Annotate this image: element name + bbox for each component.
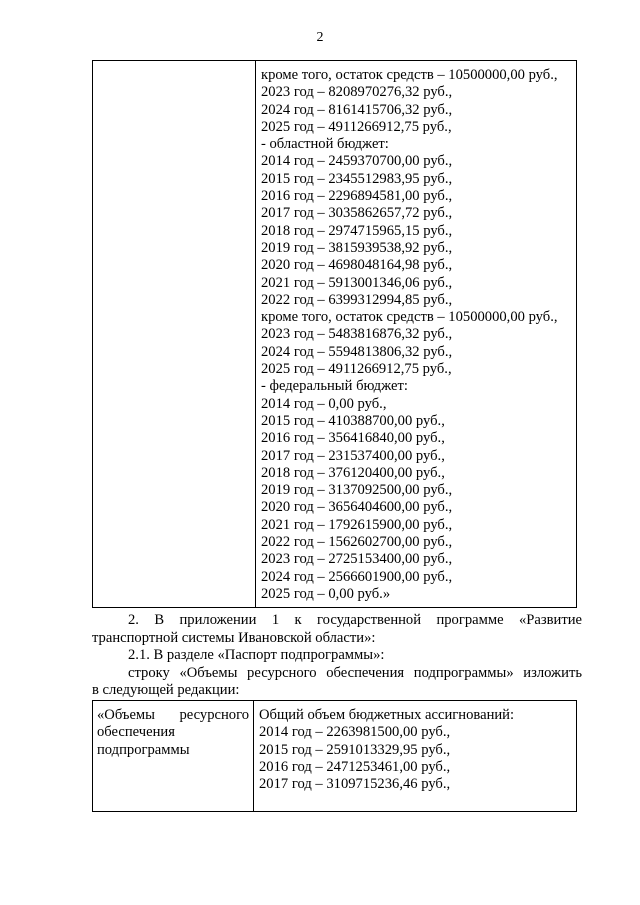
text-line: 2015 год – 2591013329,95 руб., (259, 741, 451, 758)
text-line: 2014 год – 0,00 руб., (261, 395, 387, 412)
text-line: - федеральный бюджет: (261, 378, 408, 395)
text-line: 2014 год – 2459370700,00 руб., (261, 153, 453, 170)
text-line: 2025 год – 0,00 руб.» (261, 585, 391, 602)
text-line: 2024 год – 5594813806,32 руб., (261, 343, 453, 360)
text-line: 2019 год – 3137092500,00 руб., (261, 482, 453, 499)
label-line-3: подпрограммы (97, 741, 190, 758)
text-line: 2024 год – 2566601900,00 руб., (261, 568, 453, 585)
text-line: 2015 год – 2345512983,95 руб., (261, 170, 453, 187)
resource-provision-label-cell (97, 707, 249, 759)
text-line: 2021 год – 5913001346,06 руб., (261, 274, 453, 291)
text-line: кроме того, остаток средств – 10500000,00 руб., (261, 309, 558, 326)
text-line: 2023 год – 2725153400,00 руб., (261, 551, 453, 568)
text-line: 2015 год – 410388700,00 руб., (261, 412, 445, 429)
text-line: кроме того, остаток средств – 10500000,00 руб., (261, 67, 558, 83)
paragraph-2-1: 2.1. В разделе «Паспорт подпрограммы»: (128, 647, 385, 663)
text-line: Общий объем бюджетных ассигнований: (259, 707, 515, 723)
budget-allocations-cell (259, 707, 572, 793)
text-line: 2018 год – 376120400,00 руб., (261, 464, 445, 481)
label-line-2: обеспечения (97, 724, 175, 741)
funding-table-continuation (92, 60, 577, 608)
paragraph-3-line-2: в следующей редакции: (92, 682, 240, 698)
paragraph-3-line-1: строку «Объемы ресурсного обеспечения подпрограммы» изложить (128, 664, 582, 681)
paragraph-2-line-2: транспортной системы Ивановской области»: (92, 629, 376, 646)
paragraph-2-line-1: 2. В приложении 1 к государственной программе «Развитие (128, 612, 582, 628)
text-line: 2020 год – 3656404600,00 руб., (261, 499, 453, 516)
text-line: 2025 год – 4911266912,75 руб., (261, 361, 452, 378)
page-number: 2 (316, 30, 324, 45)
text-line: 2017 год – 231537400,00 руб., (261, 447, 445, 464)
text-line: 2023 год – 5483816876,32 руб., (261, 326, 453, 343)
text-line: 2018 год – 2974715965,15 руб., (261, 222, 453, 239)
text-line: 2020 год – 4698048164,98 руб., (261, 257, 453, 274)
text-line: 2016 год – 2296894581,00 руб., (261, 188, 453, 205)
text-line: 2016 год – 2471253461,00 руб., (259, 758, 451, 775)
funding-details-cell (261, 67, 572, 603)
text-line: 2014 год – 2263981500,00 руб., (259, 724, 451, 741)
text-line: 2017 год – 3109715236,46 руб., (259, 776, 451, 793)
text-line: 2024 год – 8161415706,32 руб., (261, 101, 453, 118)
text-line: 2022 год – 1562602700,00 руб., (261, 534, 453, 551)
text-line: 2019 год – 3815939538,92 руб., (261, 239, 453, 256)
text-line: 2023 год – 8208970276,32 руб., (261, 84, 453, 101)
text-line: - областной бюджет: (261, 136, 389, 153)
text-line: 2022 год – 6399312994,85 руб., (261, 291, 453, 308)
text-line: 2016 год – 356416840,00 руб., (261, 430, 445, 447)
text-line: 2017 год – 3035862657,72 руб., (261, 205, 453, 222)
resource-provision-table (92, 700, 577, 812)
column-divider (255, 61, 256, 607)
column-divider (253, 701, 254, 811)
text-line: 2021 год – 1792615900,00 руб., (261, 516, 453, 533)
text-line: 2025 год – 4911266912,75 руб., (261, 118, 452, 135)
label-line-1: «Объемы ресурсного (97, 707, 249, 723)
